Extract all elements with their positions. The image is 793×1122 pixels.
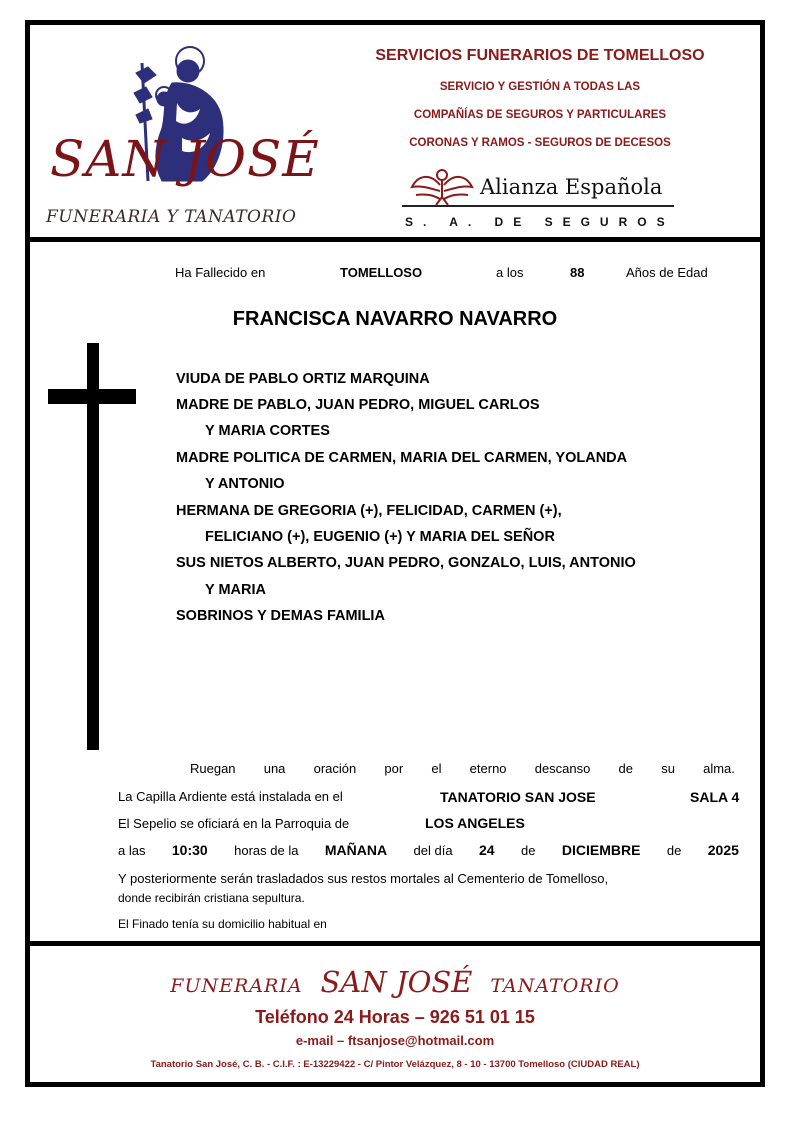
family-line: Y MARIA bbox=[205, 582, 266, 598]
family-line: SUS NIETOS ALBERTO, JUAN PEDRO, GONZALO, LUIS, ANTONIO bbox=[176, 555, 636, 571]
logo-subtitle: FUNERARIA Y TANATORIO bbox=[46, 207, 297, 227]
tanatorio-name: TANATORIO SAN JOSE bbox=[440, 789, 596, 805]
age-value: 88 bbox=[570, 265, 585, 280]
prayer-word: por bbox=[384, 761, 404, 776]
capilla-label: La Capilla Ardiente está instalada en el bbox=[118, 789, 343, 804]
insurer-subtitle: S. A. DE SEGUROS bbox=[405, 215, 675, 229]
funeral-year: 2025 bbox=[707, 842, 739, 858]
footer-divider bbox=[30, 941, 760, 946]
notice-frame bbox=[25, 20, 765, 1087]
insurer-rule bbox=[402, 205, 674, 207]
footer-brand-center: SAN JOSÉ bbox=[320, 965, 473, 999]
alianza-angel-icon bbox=[410, 165, 474, 209]
time-mid: horas de la bbox=[234, 843, 299, 858]
death-city: TOMELLOSO bbox=[340, 265, 423, 280]
funeral-time: 10:30 bbox=[171, 842, 208, 858]
cross-bar bbox=[48, 389, 136, 404]
family-line: VIUDA DE PABLO ORTIZ MARQUINA bbox=[176, 371, 430, 387]
prayer-word: una bbox=[263, 761, 286, 776]
domicilio-line: El Finado tenía su domicilio habitual en bbox=[118, 917, 327, 931]
header-divider bbox=[30, 237, 760, 242]
sala-number: SALA 4 bbox=[690, 789, 740, 805]
prayer-word: Ruegan bbox=[190, 761, 236, 776]
prayer-word: descanso bbox=[534, 761, 591, 776]
footer-brand-left: FUNERARIA bbox=[170, 975, 303, 997]
fallecido-label: Ha Fallecido en bbox=[175, 265, 266, 280]
family-line: MADRE POLITICA DE CARMEN, MARIA DEL CARMEN, YOLANDA bbox=[176, 450, 628, 466]
prayer-line bbox=[190, 761, 735, 776]
footer-phone: Teléfono 24 Horas – 926 51 01 15 bbox=[255, 1007, 535, 1027]
prayer-word: su bbox=[661, 761, 675, 776]
funeral-period: MAÑANA bbox=[324, 842, 388, 858]
family-line: Y ANTONIO bbox=[205, 476, 285, 492]
de-label: de bbox=[520, 843, 536, 858]
header-line-2: COMPAÑÍAS DE SEGUROS Y PARTICULARES bbox=[413, 109, 667, 121]
sepelio-label: El Sepelio se oficiará en la Parroquia de bbox=[118, 816, 350, 831]
parroquia-name: LOS ANGELES bbox=[425, 815, 525, 831]
de-label: de bbox=[666, 843, 682, 858]
prayer-word: oración bbox=[313, 761, 357, 776]
header-line-1: SERVICIO Y GESTIÓN A TODAS LAS bbox=[439, 81, 641, 93]
family-line: HERMANA DE GREGORIA (+), FELICIDAD, CARMEN (+), bbox=[176, 503, 562, 519]
age-suffix: Años de Edad bbox=[626, 265, 708, 280]
family-line: MADRE DE PABLO, JUAN PEDRO, MIGUEL CARLOS bbox=[176, 397, 540, 413]
traslado-line-1: Y posteriormente serán trasladados sus restos mortales al Cementerio de Tomelloso, bbox=[118, 871, 609, 886]
footer-brand bbox=[30, 965, 760, 999]
time-prefix: a las bbox=[118, 843, 146, 858]
footer-email: e-mail – ftsanjose@hotmail.com bbox=[295, 1033, 495, 1048]
family-line: FELICIANO (+), EUGENIO (+) Y MARIA DEL SEÑOR bbox=[205, 529, 555, 545]
funeral-time-line bbox=[118, 842, 739, 858]
family-line: SOBRINOS Y DEMAS FAMILIA bbox=[176, 608, 385, 624]
funeral-month: DICIEMBRE bbox=[561, 842, 641, 858]
header-line-3: CORONAS Y RAMOS - SEGUROS DE DECESOS bbox=[409, 137, 671, 149]
deceased-name: FRANCISCA NAVARRO NAVARRO bbox=[232, 308, 558, 330]
funeral-day: 24 bbox=[478, 842, 495, 858]
prayer-word: alma. bbox=[703, 761, 735, 776]
cross-icon bbox=[87, 343, 99, 750]
family-line: Y MARIA CORTES bbox=[205, 423, 330, 439]
prayer-word: eterno bbox=[469, 761, 507, 776]
age-label: a los bbox=[496, 265, 524, 280]
traslado-line-2: donde recibirán cristiana sepultura. bbox=[118, 891, 305, 905]
logo-title: SAN JOSÉ bbox=[50, 130, 320, 188]
footer-brand-right: TANATORIO bbox=[490, 975, 620, 997]
prayer-word: el bbox=[431, 761, 442, 776]
insurer-name: Alianza Española bbox=[480, 175, 663, 199]
footer-address: Tanatorio San José, C. B. - C.I.F. : E-13229422 - C/ Pintor Velázquez, 8 - 10 - 13700 Tomelloso (CIUDAD REAL) bbox=[150, 1059, 640, 1070]
company-title: SERVICIOS FUNERARIOS DE TOMELLOSO bbox=[375, 47, 705, 64]
day-label: del día bbox=[413, 843, 453, 858]
prayer-word: de bbox=[618, 761, 634, 776]
